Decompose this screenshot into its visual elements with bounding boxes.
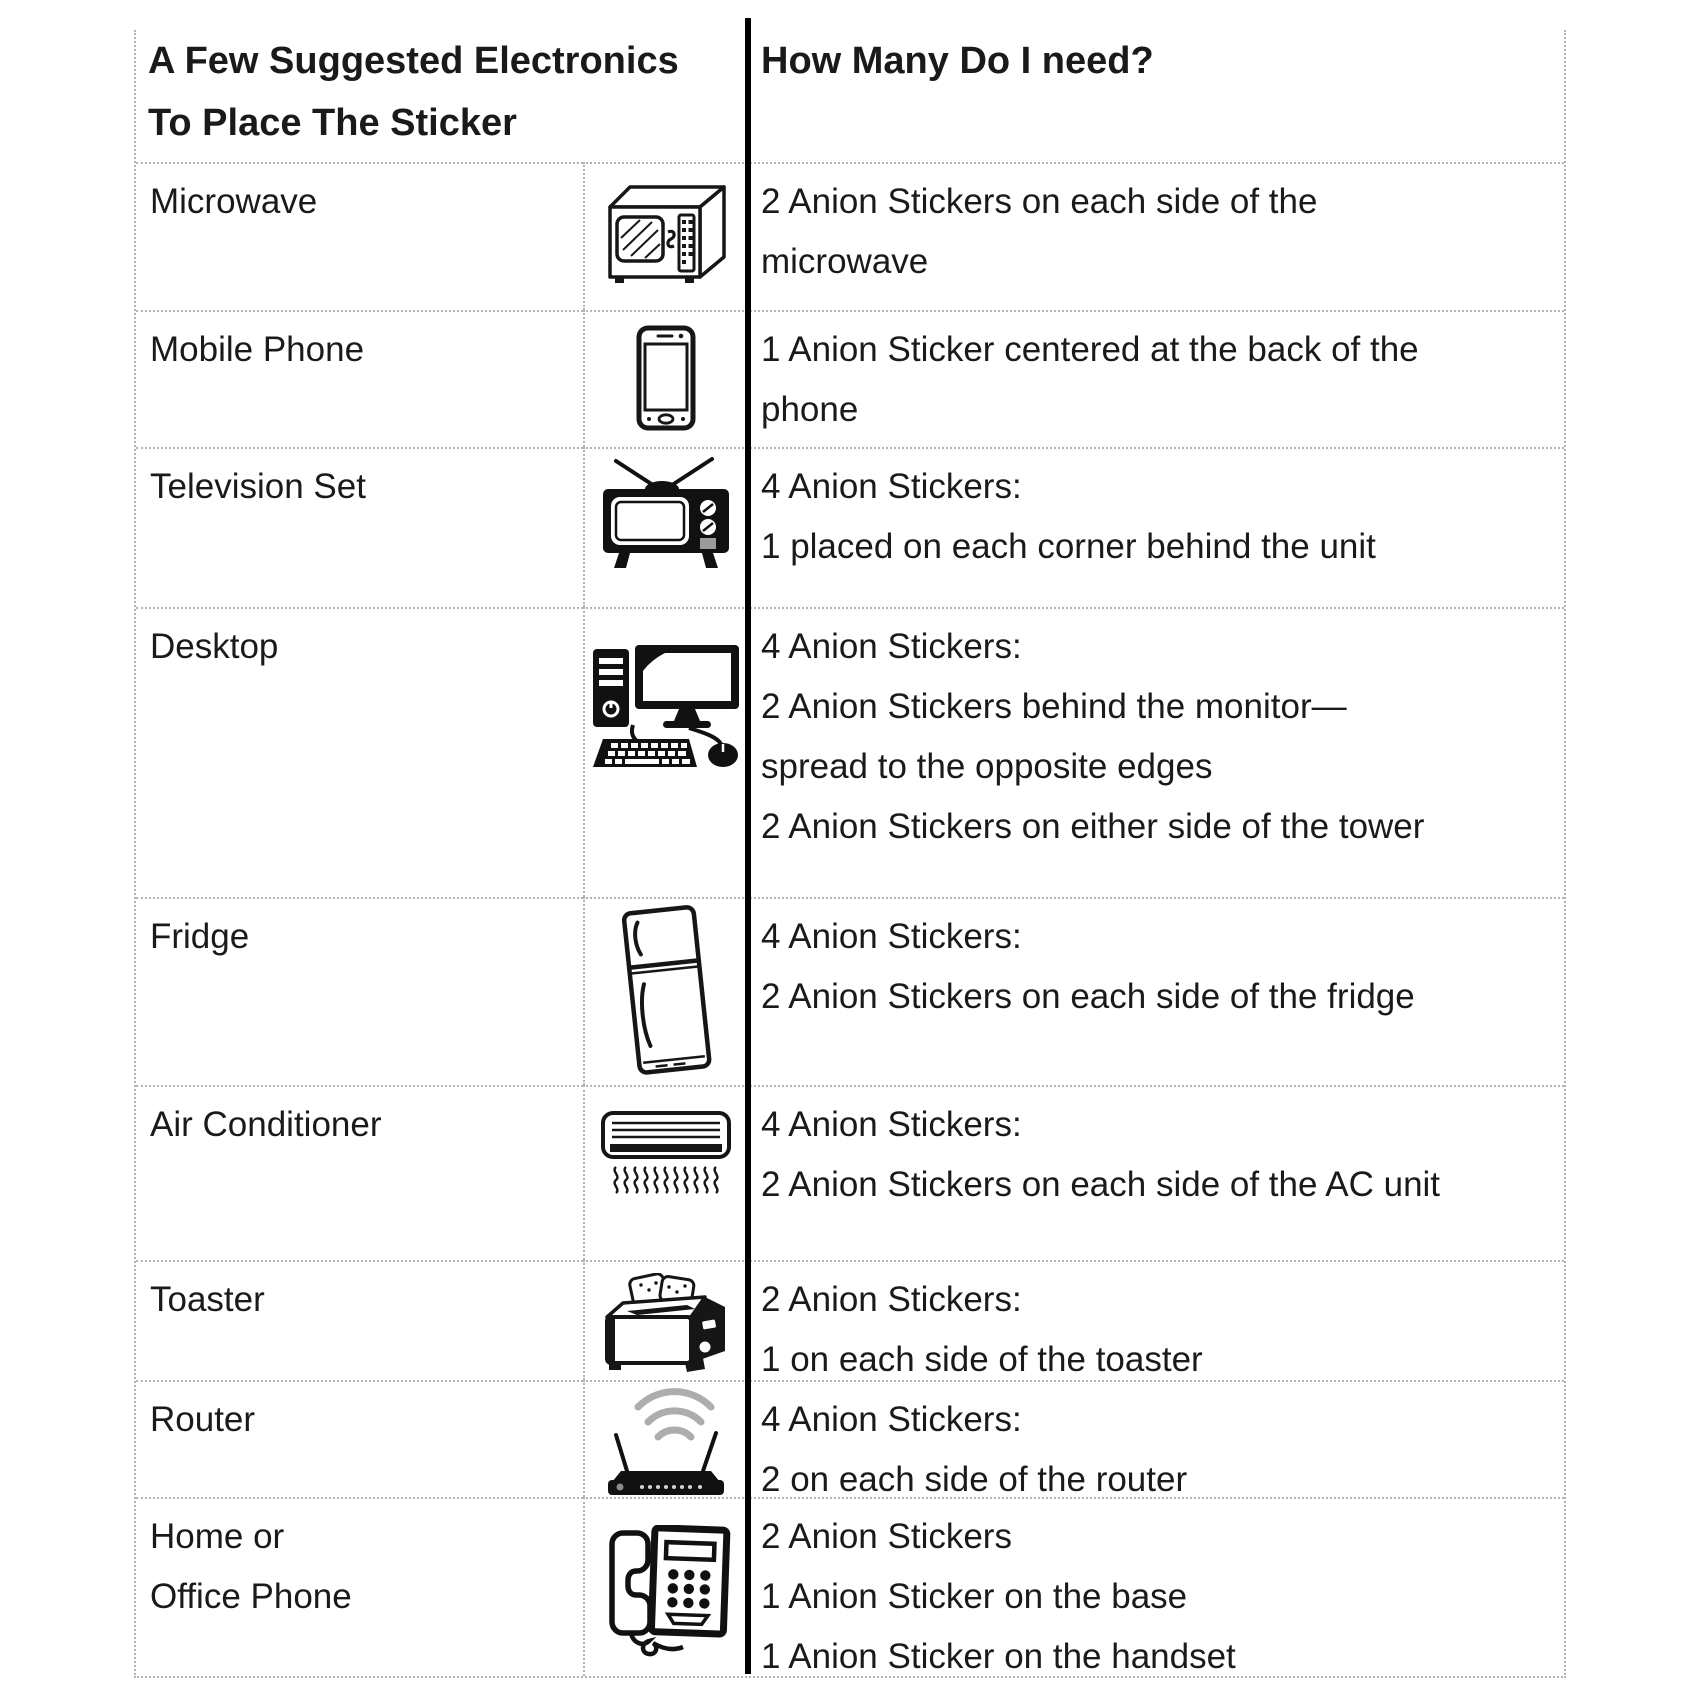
instruction-line: 2 Anion Stickers on either side of the tower [761, 807, 1425, 846]
device-name-line: Home or [150, 1517, 285, 1556]
instruction-line: 2 Anion Stickers on each side of the [761, 182, 1318, 221]
device-name-line: Fridge [150, 917, 250, 956]
instructions-cell [747, 1497, 1564, 1676]
fridge-icon [604, 900, 728, 1086]
instruction-line: 4 Anion Stickers: [761, 627, 1022, 666]
instruction-line: 2 on each side of the router [761, 1460, 1188, 1499]
instructions-cell [747, 162, 1564, 310]
device-name-line: Microwave [150, 182, 318, 221]
air-conditioner-icon [600, 1107, 732, 1197]
mobile-phone-icon [632, 325, 700, 431]
microwave-icon [600, 174, 732, 292]
device-name [136, 1380, 583, 1497]
device-name [136, 1085, 583, 1260]
device-icon-cell [583, 1380, 747, 1497]
instructions-cell [747, 1380, 1564, 1497]
instruction-line: 2 Anion Stickers [761, 1517, 1012, 1556]
device-icon-cell [583, 1260, 747, 1380]
device-name-line: Television Set [150, 467, 366, 506]
instructions-cell [747, 1260, 1564, 1380]
instruction-line: 1 Anion Sticker centered at the back of the [761, 330, 1419, 369]
instruction-line: 2 Anion Stickers behind the monitor— [761, 687, 1347, 726]
office-phone-icon [601, 1525, 731, 1657]
instruction-line: 4 Anion Stickers: [761, 1105, 1022, 1144]
instruction-line: 2 Anion Stickers: [761, 1280, 1022, 1319]
device-name [136, 1260, 583, 1380]
instructions-cell [747, 1085, 1564, 1260]
instruction-line: 4 Anion Stickers: [761, 917, 1022, 956]
instruction-line: microwave [761, 242, 929, 281]
device-icon-cell [583, 310, 747, 447]
instruction-line: 1 placed on each corner behind the unit [761, 527, 1376, 566]
device-icon-cell [583, 1085, 747, 1260]
instruction-line: phone [761, 390, 859, 429]
instructions-cell [747, 310, 1564, 447]
device-name-line: Router [150, 1400, 256, 1439]
device-name-line: Mobile Phone [150, 330, 365, 369]
device-name-line: Office Phone [150, 1577, 352, 1616]
device-name [136, 897, 583, 1085]
instructions-cell [747, 897, 1564, 1085]
instruction-line: 4 Anion Stickers: [761, 1400, 1022, 1439]
header-line: To Place The Sticker [148, 102, 517, 144]
instruction-line: 1 Anion Sticker on the base [761, 1577, 1188, 1616]
instruction-line: 2 Anion Stickers on each side of the AC unit [761, 1165, 1441, 1204]
device-icon-cell [583, 1497, 747, 1676]
instruction-line: 2 Anion Stickers on each side of the fridge [761, 977, 1415, 1016]
device-name-line: Desktop [150, 627, 279, 666]
instructions-cell [747, 447, 1564, 607]
device-name-line: Air Conditioner [150, 1105, 382, 1144]
column-divider-line [745, 18, 751, 1674]
toaster-icon [593, 1273, 739, 1373]
device-name [136, 447, 583, 607]
device-icon-cell [583, 607, 747, 897]
television-icon [599, 457, 733, 569]
device-name [136, 607, 583, 897]
device-name [136, 1497, 583, 1676]
header-electronics-column [136, 30, 747, 162]
device-name [136, 162, 583, 310]
instruction-line: 4 Anion Stickers: [761, 467, 1022, 506]
placement-table [134, 30, 1566, 1678]
instruction-line: spread to the opposite edges [761, 747, 1213, 786]
device-name [136, 310, 583, 447]
header-how-many-column [747, 30, 1564, 162]
desktop-computer-icon [589, 641, 743, 769]
header-line: A Few Suggested Electronics [148, 40, 679, 82]
device-icon-cell [583, 447, 747, 607]
router-icon [596, 1387, 736, 1501]
header-line: How Many Do I need? [761, 40, 1154, 82]
instructions-cell [747, 607, 1564, 897]
device-icon-cell [583, 897, 747, 1085]
device-name-line: Toaster [150, 1280, 265, 1319]
instruction-line: 1 on each side of the toaster [761, 1340, 1203, 1379]
device-icon-cell [583, 162, 747, 310]
instruction-line: 1 Anion Sticker on the handset [761, 1637, 1236, 1676]
